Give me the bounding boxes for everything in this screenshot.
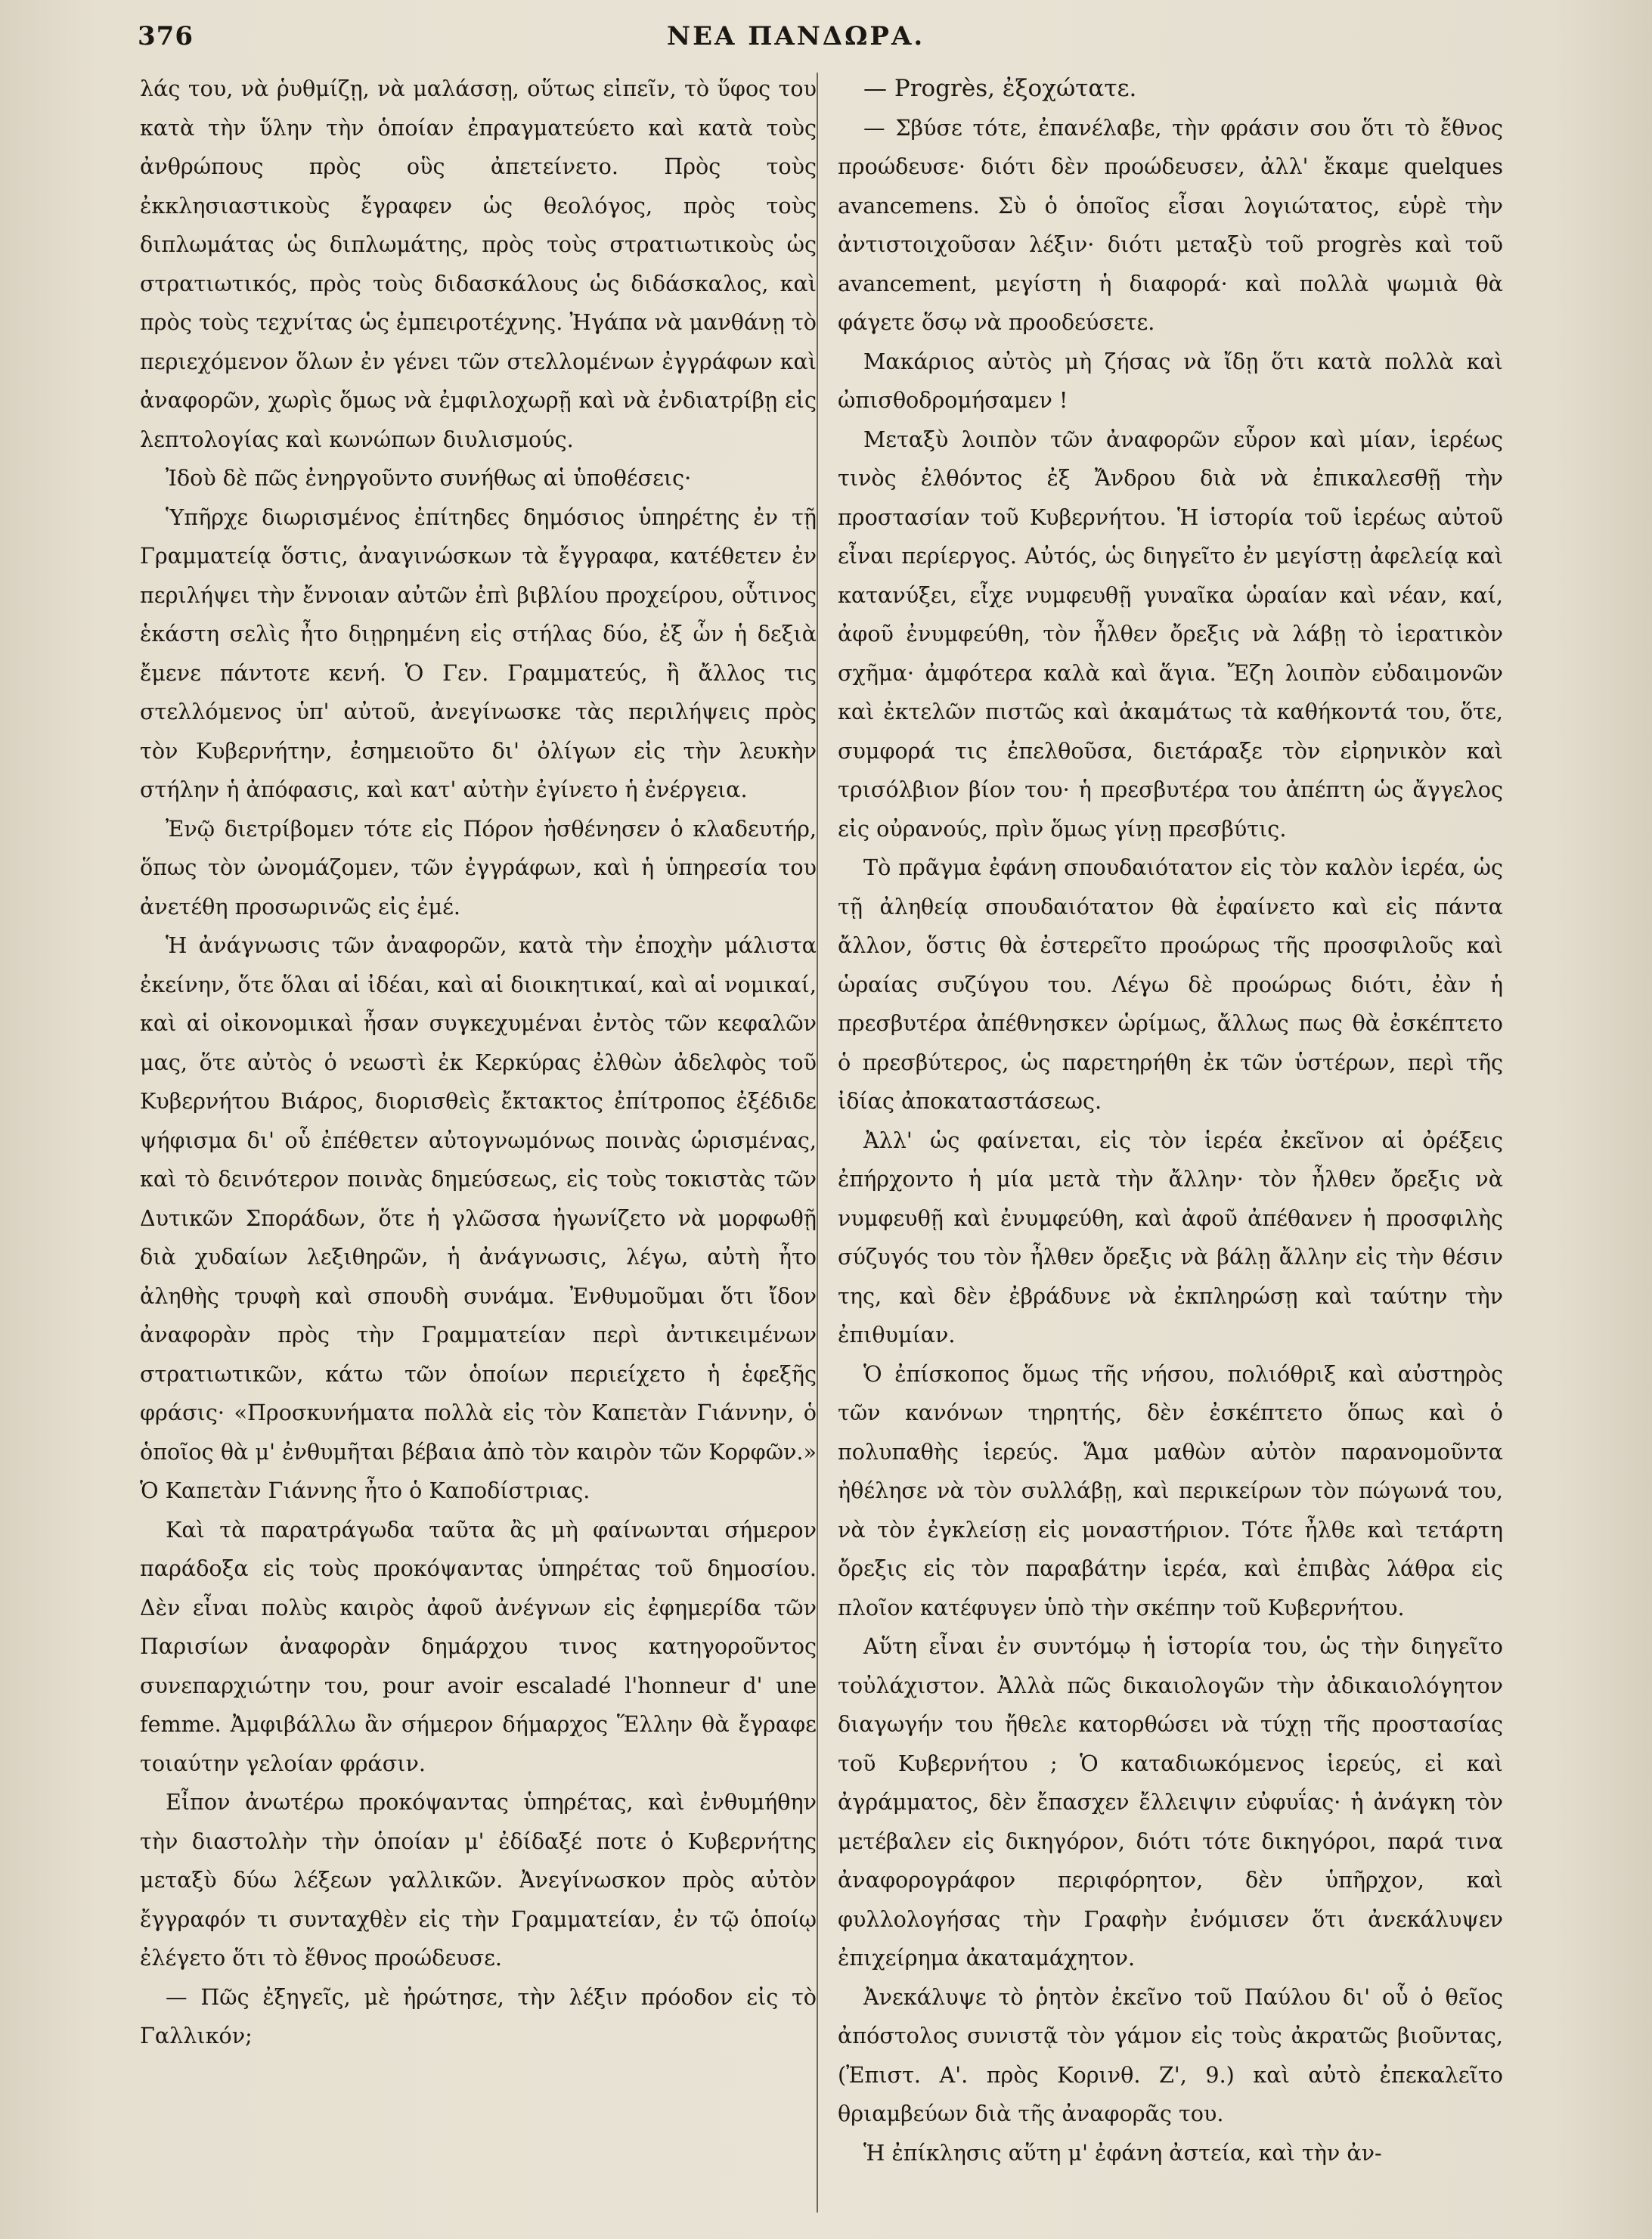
- paragraph: Ἡ ἀνάγνωσις τῶν ἀναφορῶν, κατὰ τὴν ἐποχὴν μάλιστα ἐκείνην, ὅτε ὅλαι αἱ ἰδέαι, καὶ αἱ διοικητικαί, καὶ αἱ νομικαί, καὶ αἱ οἰκονομικαὶ ἦσαν συγκεχυμέναι ἐντὸς τῶν κεφαλῶν μας, ὅτε αὐτὸς ὁ νεωστὶ ἐκ Κερκύρας ἐλθὼν ἀδελφὸς τοῦ Κυβερνήτου Βιάρος, διορισθεὶς ἔκτακτος ἐπίτροπος ἐξέδιδε ψήφισμα δι' οὗ ἐπέθετεν αὐτογνωμόνως ποινὰς ὡρισμένας, καὶ τὸ δεινότερον ποινὰς δημεύσεως, εἰς τοὺς τοκιστὰς τῶν Δυτικῶν Σποράδων, ὅτε ἡ γλῶσσα ἠγωνίζετο νὰ μορφωθῇ διὰ χυδαίων λεξιθηρῶν, ἡ ἀνάγνωσις, λέγω, αὐτὴ ἦτο ἀληθὴς τρυφὴ καὶ σπουδὴ συνάμα. Ἐνθυμοῦμαι ὅτι ἴδον ἀναφορὰν πρὸς τὴν Γραμματείαν περὶ ἀντικειμένων στρατιωτικῶν, κάτω τῶν ὁποίων περιείχετο ἡ ἑφεξῆς φράσις· «Προσκυνήματα πολλὰ εἰς τὸν Καπετὰν Γιάννην, ὁ ὁποῖος θὰ μ' ἐνθυμῆται βέβαια ἀπὸ τὸν καιρὸν τῶν Κορφῶν.» Ὁ Καπετὰν Γιάννης ἦτο ὁ Καποδίστριας.: [140, 932, 817, 1503]
- paragraph: Ἐνῷ διετρίβομεν τότε εἰς Πόρον ἠσθένησεν ὁ κλαδευτήρ, ὅπως τὸν ὠνομάζομεν, τῶν ἐγγράφων, καὶ ἡ ὑπηρεσία του ἀνετέθη προσωρινῶς εἰς ἐμέ.: [140, 815, 817, 919]
- paragraph: Μακάριος αὐτὸς μὴ ζήσας νὰ ἴδῃ ὅτι κατὰ πολλὰ καὶ ὠπισθοδρομήσαμεν !: [838, 348, 1503, 413]
- paragraph: Ἰδοὺ δὲ πῶς ἐνηργοῦντο συνήθως αἱ ὑποθέσεις·: [166, 465, 692, 491]
- page-number: 376: [138, 21, 194, 51]
- left-column: [140, 70, 817, 2056]
- paragraph: Ἀνεκάλυψε τὸ ῥητὸν ἐκεῖνο τοῦ Παύλου δι' οὗ ὁ θεῖος ἀπόστολος συνιστᾷ τὸν γάμον εἰς τοὺς ἀκρατῶς βιοῦντας, (Ἐπιστ. Α'. πρὸς Κορινθ. Ζ', 9.) καὶ αὐτὸ ἐπεκαλεῖτο θριαμβεύων διὰ τῆς ἀναφορᾶς του.: [838, 1983, 1503, 2126]
- paragraph: — Σβύσε τότε, ἐπανέλαβε, τὴν φράσιν σου ὅτι τὸ ἔθνος προώδευσε· διότι δὲν προώδευσεν, ἀλλ' ἔκαμε quelques avancemens. Σὺ ὁ ὁποῖος εἶσαι λογιώτατος, εὑρὲ τὴν ἀντιστοιχοῦσαν λέξιν· διότι μεταξὺ τοῦ progrès καὶ τοῦ avancement, μεγίστη ἡ διαφορά· καὶ πολλὰ ψωμιὰ θὰ φάγετε ὅσῳ νὰ προοδεύσετε.: [838, 114, 1503, 335]
- paragraph: Αὕτη εἶναι ἐν συντόμῳ ἡ ἱστορία του, ὡς τὴν διηγεῖτο τοὐλάχιστον. Ἀλλὰ πῶς δικαιολογῶν τὴν ἀδικαιολόγητον διαγωγήν του ἤθελε κατορθώσει νὰ τύχῃ τῆς προστασίας τοῦ Κυβερνήτου ; Ὁ καταδιωκόμενος ἱερεύς, εἰ καὶ ἀγράμματος, δὲν ἔπασχεν ἔλλειψιν εὐφυΐας· ἡ ἀνάγκη τὸν μετέβαλεν εἰς δικηγόρον, διότι τότε δικηγόροι, παρά τινα ἀναφορογράφον περιφόρητον, δὲν ὑπῆρχον, καὶ φυλλολογήσας τὴν Γραφὴν ἐνόμισεν ὅτι ἀνεκάλυψεν ἐπιχείρημα ἀκαταμάχητον.: [838, 1633, 1503, 1971]
- paragraph: Ὑπῆρχε διωρισμένος ἐπίτηδες δημόσιος ὑπηρέτης ἐν τῇ Γραμματείᾳ ὅστις, ἀναγινώσκων τὰ ἔγγραφα, κατέθετεν ἐν περιλήψει τὴν ἔννοιαν αὐτῶν ἐπὶ βιβλίου προχείρου, οὗτινος ἑκάστη σελὶς ἦτο διῃρημένη εἰς στήλας δύο, ἐξ ὧν ἡ δεξιὰ ἔμενε πάντοτε κενή. Ὁ Γεν. Γραμματεύς, ἢ ἄλλος τις στελλόμενος ὑπ' αὐτοῦ, ἀνεγίνωσκε τὰς περιλήψεις πρὸς τὸν Κυβερνήτην, ἐσημειοῦτο δι' ὀλίγων εἰς τὴν λευκὴν στήλην ἡ ἀπόφασις, καὶ κατ' αὐτὴν ἐγίνετο ἡ ἐνέργεια.: [140, 504, 817, 802]
- paragraph: — Πῶς ἐξηγεῖς, μὲ ἠρώτησε, τὴν λέξιν πρόοδον εἰς τὸ Γαλλικόν;: [140, 1983, 817, 2048]
- paragraph: — Progrès, ἐξοχώτατε.: [863, 75, 1137, 102]
- paragraph: Μεταξὺ λοιπὸν τῶν ἀναφορῶν εὗρον καὶ μίαν, ἱερέως τινὸς ἐλθόντος ἐξ Ἄνδρου διὰ νὰ ἐπικαλεσθῇ τὴν προστασίαν τοῦ Κυβερνήτου. Ἡ ἱστορία τοῦ ἱερέως αὐτοῦ εἶναι περίεργος. Αὐτός, ὡς διηγεῖτο ἐν μεγίστῃ ἀφελείᾳ καὶ κατανύξει, εἶχε νυμφευθῇ γυναῖκα ὡραίαν καὶ νέαν, καί, ἀφοῦ ἐνυμφεύθη, τὸν ἦλθεν ὄρεξις νὰ λάβῃ τὸ ἱερατικὸν σχῆμα· ἀμφότερα καλὰ καὶ ἅγια. Ἔζη λοιπὸν εὐδαιμονῶν καὶ ἐκτελῶν πιστῶς καὶ ἀκαμάτως τὰ καθήκοντά του, ὅτε, συμφορά τις ἐπελθοῦσα, διετάραξε τὸν εἰρηνικὸν καὶ τρισόλβιον βίον του· ἡ πρεσβυτέρα του ἀπέπτη ὡς ἄγγελος εἰς οὐρανούς, πρὶν ὅμως γίνῃ πρεσβύτις.: [838, 426, 1503, 842]
- page-header: [138, 21, 1536, 67]
- paragraph: Καὶ τὰ παρατράγωδα ταῦτα ἂς μὴ φαίνωνται σήμερον παράδοξα εἰς τοὺς προκόψαντας ὑπηρέτας τοῦ δημοσίου. Δὲν εἶναι πολὺς καιρὸς ἀφοῦ ἀνέγνων εἰς ἐφημερίδα τῶν Παρισίων ἀναφορὰν δημάρχου τινος κατηγοροῦντος συνεπαρχιώτην του, pour avoir escaladé l'honneur d' une femme. Ἀμφιβάλλω ἂν σήμερον δήμαρχος Ἕλλην θὰ ἔγραφε τοιαύτην γελοίαν φράσιν.: [140, 1516, 817, 1776]
- paragraph: Ὁ ἐπίσκοπος ὅμως τῆς νήσου, πολιόθριξ καὶ αὐστηρὸς τῶν κανόνων τηρητής, δὲν ἐσκέπτετο ὅπως καὶ ὁ πολυπαθὴς ἱερεύς. Ἅμα μαθὼν αὐτὸν παρανομοῦντα ἠθέλησε νὰ τὸν συλλάβῃ, καὶ περικείρων τὸν πώγωνά του, νὰ τὸν ἐγκλείσῃ εἰς μοναστήριον. Τότε ἦλθε καὶ τετάρτη ὄρεξις εἰς τὸν παραβάτην ἱερέα, καὶ ἐπιβὰς λάθρα εἰς πλοῖον κατέφυγεν ὑπὸ τὴν σκέπην τοῦ Κυβερνήτου.: [838, 1360, 1503, 1620]
- paragraph: λάς του, νὰ ῥυθμίζῃ, νὰ μαλάσσῃ, οὕτως εἰπεῖν, τὸ ὕφος του κατὰ τὴν ὕλην τὴν ὁποίαν ἐπραγματεύετο καὶ κατὰ τοὺς ἀνθρώπους πρὸς οὓς ἀπετείνετο. Πρὸς τοὺς ἐκκλησιαστικοὺς ἔγραφεν ὡς θεολόγος, πρὸς τοὺς διπλωμάτας ὡς διπλωμάτης, πρὸς τοὺς στρατιωτικοὺς ὡς στρατιωτικός, πρὸς τοὺς διδασκάλους ὡς διδάσκαλος, καὶ πρὸς τοὺς τεχνίτας ὡς ἐμπειροτέχνης. Ἠγάπα νὰ μανθάνῃ τὸ περιεχόμενον ὅλων ἐν γένει τῶν στελλομένων ἐγγράφων καὶ ἀναφορῶν, χωρὶς ὅμως νὰ ἐμφιλοχωρῇ καὶ νὰ ἐνδιατρίβῃ εἰς λεπτολογίας καὶ κωνώπων διυλισμούς.: [140, 76, 817, 452]
- paragraph: Τὸ πρᾶγμα ἐφάνη σπουδαιότατον εἰς τὸν καλὸν ἱερέα, ὡς τῇ ἀληθείᾳ σπουδαιότατον θὰ ἐφαίνετο καὶ εἰς πάντα ἄλλον, ὅστις θὰ ἐστερεῖτο προώρως τῆς προσφιλοῦς καὶ ὡραίας συζύγου του. Λέγω δὲ προώρως διότι, ἐὰν ἡ πρεσβυτέρα ἀπέθνησκεν ὡρίμως, ἄλλως πως θὰ ἐσκέπτετο ὁ πρεσβύτερος, ὡς παρετηρήθη ἐκ τῶν ὑστέρων, περὶ τῆς ἰδίας ἀποκαταστάσεως.: [838, 854, 1503, 1114]
- paragraph: Ἡ ἐπίκλησις αὕτη μ' ἐφάνη ἀστεία, καὶ τὴν ἀν-: [863, 2139, 1382, 2166]
- paragraph: Ἀλλ' ὡς φαίνεται, εἰς τὸν ἱερέα ἐκεῖνον αἱ ὀρέξεις ἐπήρχοντο ἡ μία μετὰ τὴν ἄλλην· τὸν ἦλθεν ὄρεξις νὰ νυμφευθῇ καὶ ἐνυμφεύθη, καὶ ἀφοῦ ἀπέθανεν ἡ προσφιλὴς σύζυγός του τὸν ἦλθεν ὄρεξις νὰ βάλῃ ἄλλην εἰς τὴν θέσιν της, καὶ δὲν ἐβράδυνε νὰ ἐκπληρώσῃ καὶ ταύτην τὴν ἐπιθυμίαν.: [838, 1127, 1503, 1347]
- paragraph: Εἶπον ἀνωτέρω προκόψαντας ὑπηρέτας, καὶ ἐνθυμήθην τὴν διαστολὴν τὴν ὁποίαν μ' ἐδίδαξέ ποτε ὁ Κυβερνήτης μεταξὺ δύω λέξεων γαλλικῶν. Ἀνεγίνωσκον πρὸς αὐτὸν ἔγγραφόν τι συνταχθὲν εἰς τὴν Γραμματείαν, ἐν τῷ ὁποίῳ ἐλέγετο ὅτι τὸ ἔθνος προώδευσε.: [140, 1789, 817, 1971]
- running-title: ΝΕΑ ΠΑΝΔΩΡΑ.: [667, 21, 925, 51]
- right-column: [817, 70, 1503, 2172]
